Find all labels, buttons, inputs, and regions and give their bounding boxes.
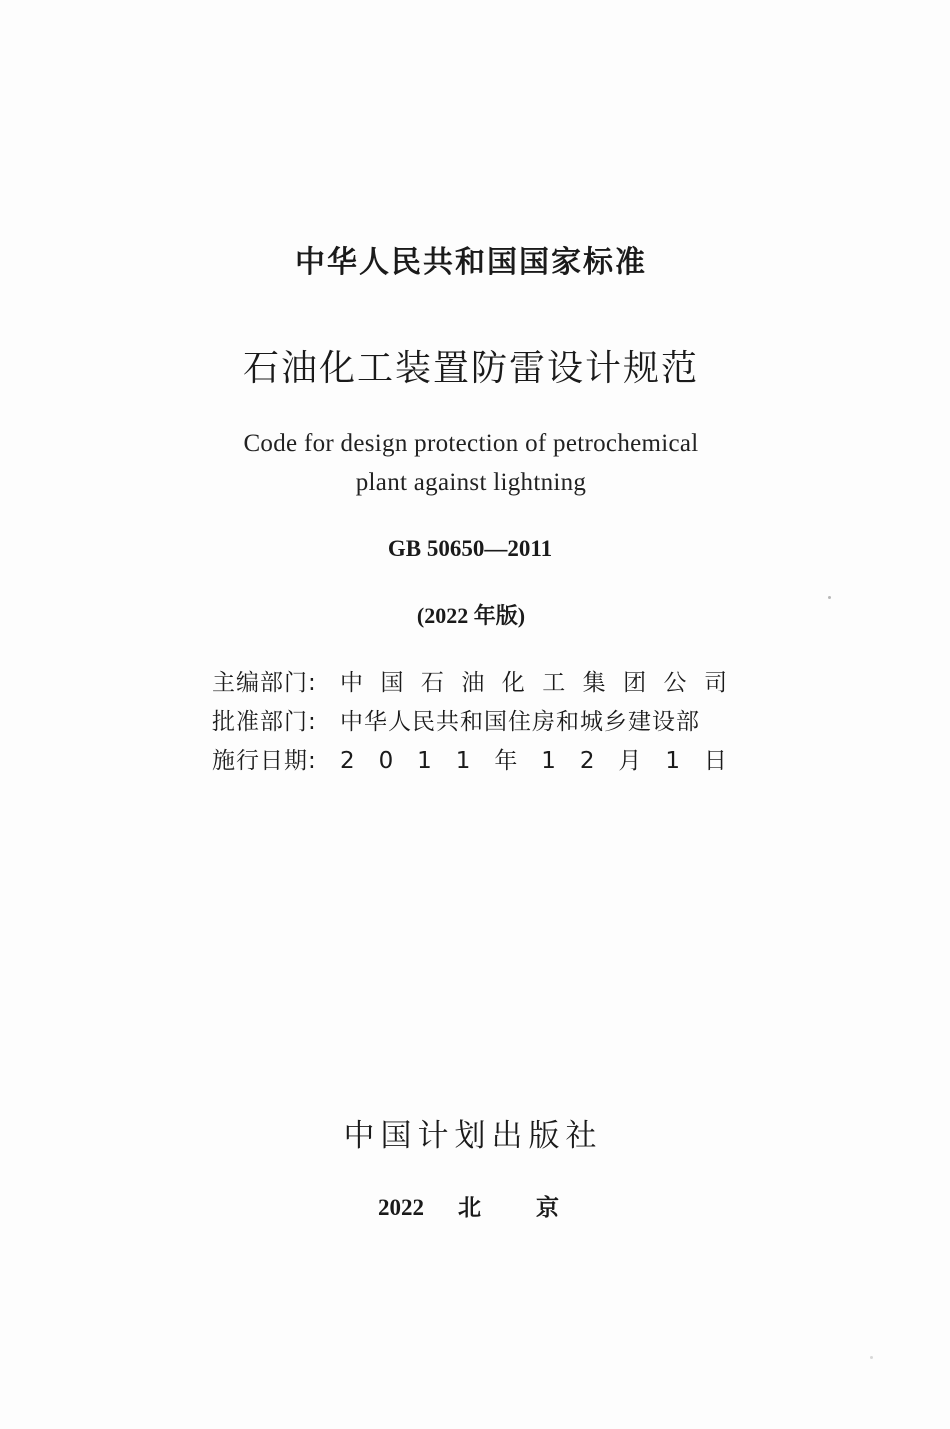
document-title-english (0, 424, 946, 502)
date-char: 1 (455, 748, 471, 774)
publication-city-part-2: 京 (536, 1195, 559, 1221)
date-char: 0 (378, 748, 394, 774)
scan-speck (828, 596, 831, 599)
editor-label: 主编部门: (212, 670, 317, 696)
editor-char: 石 (420, 670, 444, 696)
approver-row (212, 703, 727, 742)
editor-char: 司 (703, 670, 727, 696)
publication-year: 2022 (378, 1195, 424, 1220)
date-char: 年 (494, 748, 518, 774)
approver-value: 中华人民共和国住房和城乡建设部 (340, 709, 700, 735)
editor-row (212, 664, 727, 703)
editor-value (340, 664, 727, 703)
date-char: 月 (618, 748, 642, 774)
date-char: 1 (541, 748, 556, 774)
effective-date-value (340, 742, 727, 781)
editor-char: 国 (380, 670, 404, 696)
effective-date-row (212, 742, 727, 781)
publication-place-year (378, 1192, 559, 1224)
standard-number: GB 50650—2011 (387, 536, 553, 561)
national-standard-heading: 中华人民共和国国家标准 (295, 245, 647, 280)
english-title-line-1: Code for design protection of petrochemical (243, 430, 699, 457)
editor-char: 团 (623, 670, 647, 696)
editor-char: 中 (340, 670, 363, 696)
document-title-chinese: 石油化工装置防雷设计规范 (242, 348, 699, 389)
publication-city-part-1: 北 (458, 1195, 481, 1221)
approver-label: 批准部门: (212, 709, 317, 735)
editor-char: 油 (461, 670, 485, 696)
publisher-name: 中国计划出版社 (343, 1118, 603, 1154)
date-char: 日 (703, 748, 727, 774)
date-char: 1 (665, 748, 680, 774)
publication-info (212, 664, 727, 781)
editor-char: 化 (501, 670, 525, 696)
editor-char: 公 (663, 670, 687, 696)
date-char: 2 (340, 748, 355, 774)
editor-char: 工 (542, 670, 566, 696)
english-title-line-2: plant against lightning (355, 469, 587, 496)
edition-label: (2022 年版) (416, 603, 526, 628)
scan-speck (870, 1356, 873, 1359)
effective-date-label: 施行日期: (212, 748, 317, 774)
date-char: 2 (579, 748, 595, 774)
date-char: 1 (417, 748, 432, 774)
editor-char: 集 (582, 670, 606, 696)
